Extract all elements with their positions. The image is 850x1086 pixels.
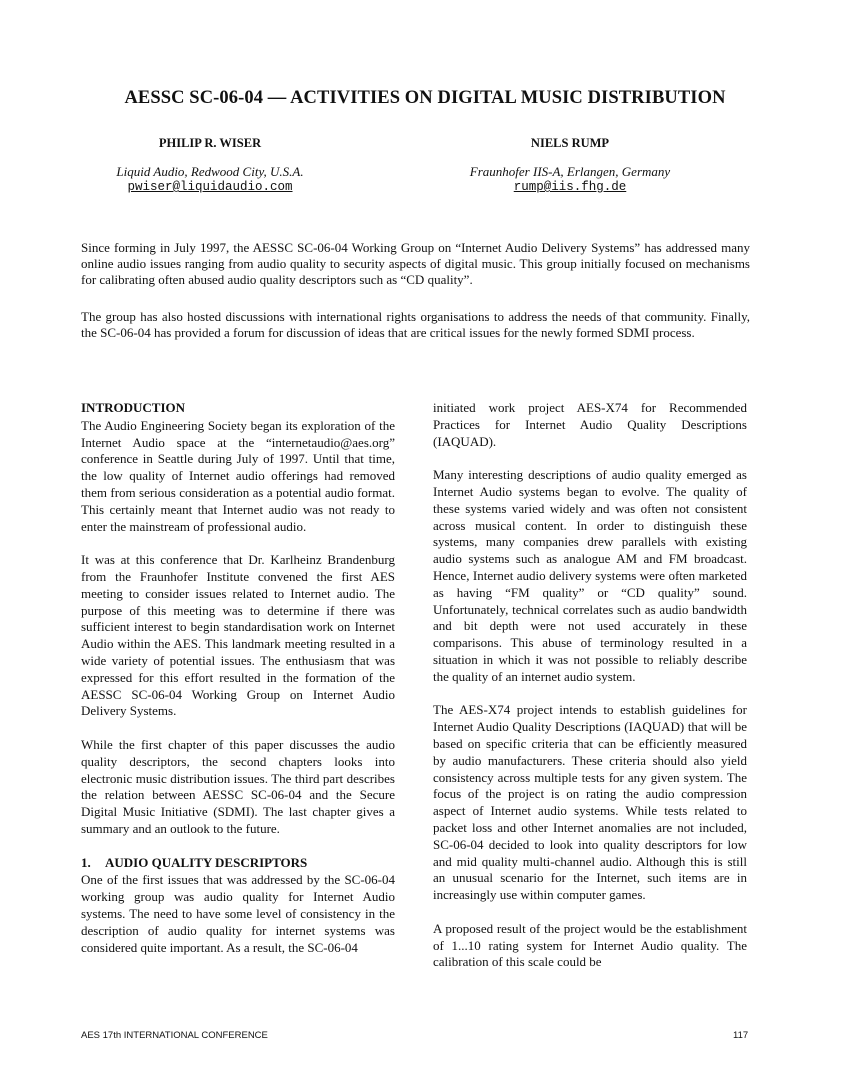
section-heading-audio-quality (81, 855, 395, 872)
body-paragraph: One of the first issues that was addressed by the SC-06-04 working group was audio quality for Internet Audio systems. The need to have some level of consistency in the description of audio quality for internet systems was considered quite important. As a result, the SC-06-04 (81, 872, 395, 955)
section-heading-introduction: INTRODUCTION (81, 400, 186, 415)
section-title: AUDIO QUALITY DESCRIPTORS (105, 854, 308, 870)
author-email-link[interactable]: rump@iis.fhg.de (513, 180, 627, 194)
footer-conference: AES 17th INTERNATIONAL CONFERENCE (81, 1030, 268, 1041)
author-name: NIELS RUMP (530, 136, 610, 150)
author-affiliation: Liquid Audio, Redwood City, U.S.A. (116, 164, 304, 179)
section-number: 1. (81, 854, 91, 870)
body-paragraph: initiated work project AES-X74 for Recommended Practices for Internet Audio Quality Descriptions (IAQUAD). (433, 400, 747, 449)
author-block-2 (420, 136, 720, 194)
body-paragraph: It was at this conference that Dr. Karlheinz Brandenburg from the Fraunhofer Institute convened the first AES meeting to consider issues related to Internet audio. The purpose of this meeting was to determine if there was sufficient interest to begin standardisation work on Internet Audio within the AES. This landmark meeting resulted in a wide variety of potential issues. The enthusiasm that was expressed for this effort resulted in the formation of the AESSC SC-06-04 Working Group on Internet Audio Delivery Systems. (81, 552, 395, 719)
body-paragraph: Many interesting descriptions of audio quality emerged as Internet Audio systems began to evolve. The quality of these systems varied widely and was often not consistent across musical content. In order to distinguish these systems, many companies drew parallels with existing audio systems such as analogue AM and FM broadcast. Hence, Internet audio delivery systems were often marketed as having “FM quality” or “CD quality” sound. Unfortunately, technical correlates such as audio bandwidth and bit depth were not used accurately in these comparisons. This abuse of terminology resulted in a situation in which it was not possible to reliably describe the quality of an internet audio system. (433, 467, 747, 684)
body-paragraph: While the first chapter of this paper discusses the audio quality descriptors, the second chapters looks into electronic music distribution issues. The third part describes the relation between AESSC SC-06-04 and the Secure Digital Music Initiative (SDMI). The last chapter gives a summary and an outlook to the future. (81, 736, 395, 836)
abstract-paragraph: Since forming in July 1997, the AESSC SC-06-04 Working Group on “Internet Audio Delivery Systems” has addressed many online audio issues ranging from audio quality to security aspects of digital music. This group initially focused on mechanisms for calibrating often abused audio quality descriptors such as “CD quality”. (81, 240, 750, 287)
right-column (433, 400, 747, 988)
body-paragraph: The AES-X74 project intends to establish guidelines for Internet Audio Quality Descriptions (IAQUAD) that will be based on specific criteria that can be efficiently measured by audio manufacturers. These criteria should also yield consistency across multiple tests for any given system. The focus of the project is on rating the audio compression aspect of Internet audio systems. While tests related to packet loss and other Internet anomalies are not included, SC-06-04 decided to look into quality descriptors for low and mid quality multi-channel audio. Although this is still an unusual scenario for the Internet, such items are in increasingly use within computer games. (433, 702, 747, 903)
body-paragraph: The Audio Engineering Society began its exploration of the Internet Audio space at the “internetaudio@aes.org” conference in Seattle during July of 1997. Until that time, the low quality of Internet audio offerings had removed them from serious consideration as a potential audio format. This certainly meant that Internet audio was not ready to enter the mainstream of professional audio. (81, 417, 395, 534)
author-email-link[interactable]: pwiser@liquidaudio.com (127, 180, 293, 194)
abstract-paragraph: The group has also hosted discussions with international rights organisations to address the needs of that community. Finally, the SC-06-04 has provided a forum for discussion of ideas that are critical issues for the newly formed SDMI process. (81, 309, 750, 340)
author-name: PHILIP R. WISER (158, 136, 262, 150)
left-column (81, 400, 395, 973)
author-block-1 (60, 136, 360, 194)
body-paragraph: A proposed result of the project would be the establishment of 1...10 rating system for Internet Audio quality. The calibration of this scale could be (433, 920, 747, 970)
footer-page-number: 117 (733, 1030, 749, 1041)
paper-title: AESSC SC-06-04 — ACTIVITIES ON DIGITAL MUSIC DISTRIBUTION (124, 88, 726, 108)
author-affiliation: Fraunhofer IIS-A, Erlangen, Germany (469, 164, 671, 179)
